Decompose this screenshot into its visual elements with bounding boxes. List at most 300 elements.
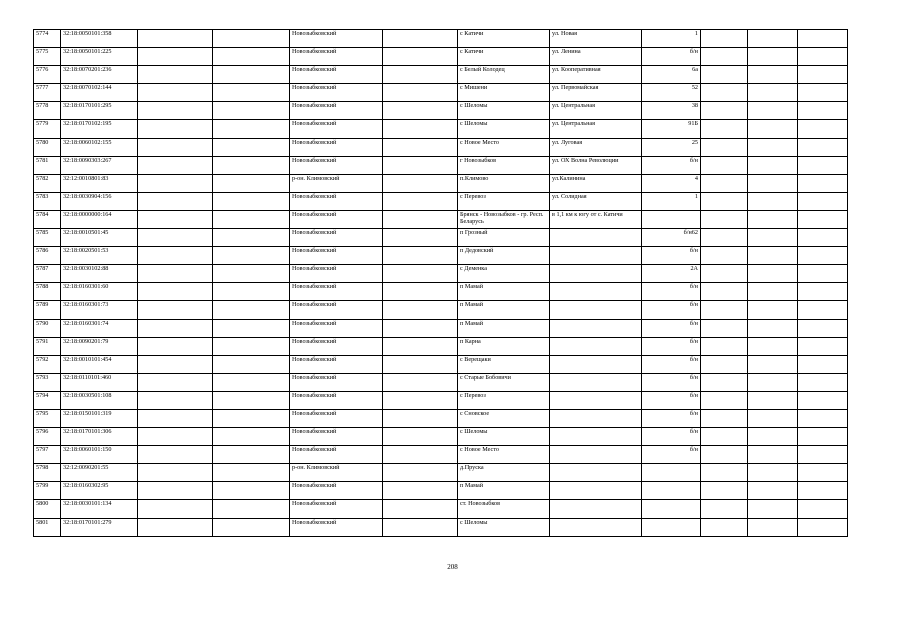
cell-col-empty-2 (213, 518, 290, 536)
cell-street (550, 319, 642, 337)
cell-settlement: с Мишени (458, 84, 550, 102)
cell-street: ул. Ленина (550, 48, 642, 66)
cell-col-empty-1 (138, 428, 213, 446)
cell-col-empty-5 (748, 301, 798, 319)
cell-district: Новозыбковский (290, 409, 383, 427)
cell-house-number: 1 (642, 192, 701, 210)
cell-street: ул. Кооперативная (550, 66, 642, 84)
cell-col-empty-6 (798, 464, 848, 482)
cell-house-number: б/н62 (642, 229, 701, 247)
cell-cadastral-number: 32:18:0160301:74 (61, 319, 138, 337)
cell-col-empty-1 (138, 210, 213, 228)
cell-settlement: с Новое Место (458, 446, 550, 464)
cell-cadastral-number: 32:18:0160301:60 (61, 283, 138, 301)
cell-col-empty-4 (701, 66, 748, 84)
cell-col-empty-6 (798, 84, 848, 102)
cell-col-empty-3 (383, 66, 458, 84)
cell-col-empty-5 (748, 500, 798, 518)
cell-district: Новозыбковский (290, 518, 383, 536)
cell-cadastral-number: 32:18:0160302:95 (61, 482, 138, 500)
cell-col-empty-3 (383, 446, 458, 464)
cell-col-empty-6 (798, 156, 848, 174)
cell-col-empty-1 (138, 464, 213, 482)
cell-settlement: п Мамай (458, 283, 550, 301)
cell-col-empty-3 (383, 156, 458, 174)
cell-street: ул. Первомайская (550, 84, 642, 102)
cell-district: Новозыбковский (290, 102, 383, 120)
cell-district: Новозыбковский (290, 156, 383, 174)
cell-col-empty-2 (213, 84, 290, 102)
cell-house-number: б/н (642, 428, 701, 446)
cell-col-empty-1 (138, 229, 213, 247)
cell-cadastral-number: 32:18:0070102:144 (61, 84, 138, 102)
table-row (34, 391, 848, 409)
cell-house-number: 1 (642, 30, 701, 48)
cell-col-empty-4 (701, 283, 748, 301)
cell-col-empty-1 (138, 192, 213, 210)
cell-cadastral-number: 32:18:0000000:164 (61, 210, 138, 228)
cell-col-empty-6 (798, 247, 848, 265)
cell-district: Новозыбковский (290, 301, 383, 319)
cell-col-empty-1 (138, 409, 213, 427)
cell-settlement: с Катичи (458, 30, 550, 48)
cell-row-index: 5790 (34, 319, 61, 337)
cell-col-empty-5 (748, 283, 798, 301)
cell-street (550, 301, 642, 319)
cell-house-number: б/н (642, 156, 701, 174)
cell-cadastral-number: 32:18:0010101:454 (61, 355, 138, 373)
cell-col-empty-4 (701, 210, 748, 228)
table-row (34, 30, 848, 48)
cell-settlement: п.Климово (458, 174, 550, 192)
cell-col-empty-3 (383, 174, 458, 192)
cell-street: ул. ОХ Волна Революции (550, 156, 642, 174)
cell-col-empty-5 (748, 84, 798, 102)
cell-settlement: с Новое Место (458, 138, 550, 156)
cell-col-empty-1 (138, 319, 213, 337)
cell-street (550, 229, 642, 247)
cell-col-empty-1 (138, 84, 213, 102)
cell-col-empty-4 (701, 192, 748, 210)
cell-settlement: с Сновское (458, 409, 550, 427)
cell-house-number (642, 518, 701, 536)
cell-cadastral-number: 32:18:0030102:88 (61, 265, 138, 283)
cell-settlement: п Мамай (458, 301, 550, 319)
cell-col-empty-1 (138, 373, 213, 391)
cell-col-empty-5 (748, 355, 798, 373)
cell-col-empty-4 (701, 355, 748, 373)
cell-col-empty-2 (213, 120, 290, 138)
cell-col-empty-1 (138, 138, 213, 156)
cell-col-empty-2 (213, 301, 290, 319)
cell-settlement: п Карна (458, 337, 550, 355)
cell-settlement: с Катичи (458, 48, 550, 66)
cell-cadastral-number: 32:18:0030904:156 (61, 192, 138, 210)
table-row (34, 265, 848, 283)
cell-house-number: б/н (642, 301, 701, 319)
cell-col-empty-1 (138, 283, 213, 301)
table-row (34, 446, 848, 464)
cell-house-number: б/н (642, 48, 701, 66)
cell-col-empty-5 (748, 30, 798, 48)
cell-col-empty-6 (798, 210, 848, 228)
table-row (34, 319, 848, 337)
cell-col-empty-6 (798, 120, 848, 138)
cell-row-index: 5799 (34, 482, 61, 500)
cell-col-empty-2 (213, 247, 290, 265)
cell-col-empty-3 (383, 102, 458, 120)
cell-col-empty-5 (748, 174, 798, 192)
page-number: 208 (447, 563, 458, 571)
cell-col-empty-1 (138, 355, 213, 373)
cell-house-number: б/н (642, 446, 701, 464)
cell-row-index: 5783 (34, 192, 61, 210)
table-row (34, 283, 848, 301)
cell-house-number (642, 464, 701, 482)
cell-settlement: с Деменка (458, 265, 550, 283)
cell-col-empty-4 (701, 428, 748, 446)
cell-col-empty-5 (748, 102, 798, 120)
table-row (34, 500, 848, 518)
cell-district: Новозыбковский (290, 500, 383, 518)
cell-col-empty-6 (798, 48, 848, 66)
cell-col-empty-6 (798, 174, 848, 192)
registry-table (33, 29, 848, 537)
table-row (34, 464, 848, 482)
cell-col-empty-2 (213, 373, 290, 391)
cell-col-empty-6 (798, 391, 848, 409)
cell-col-empty-5 (748, 229, 798, 247)
cell-col-empty-1 (138, 48, 213, 66)
cell-col-empty-1 (138, 102, 213, 120)
cell-col-empty-2 (213, 30, 290, 48)
cell-col-empty-4 (701, 138, 748, 156)
cell-street (550, 337, 642, 355)
cell-col-empty-5 (748, 192, 798, 210)
cell-row-index: 5774 (34, 30, 61, 48)
cell-district: Новозыбковский (290, 138, 383, 156)
cell-house-number: 52 (642, 84, 701, 102)
cell-house-number: б/н (642, 283, 701, 301)
cell-col-empty-6 (798, 66, 848, 84)
cell-row-index: 5775 (34, 48, 61, 66)
cell-col-empty-3 (383, 355, 458, 373)
cell-col-empty-2 (213, 283, 290, 301)
cell-district: Новозыбковский (290, 84, 383, 102)
cell-district: Новозыбковский (290, 265, 383, 283)
table-row (34, 355, 848, 373)
cell-district: Новозыбковский (290, 373, 383, 391)
cell-col-empty-1 (138, 500, 213, 518)
cell-street: ул. Луговая (550, 138, 642, 156)
cell-col-empty-2 (213, 66, 290, 84)
cell-col-empty-6 (798, 283, 848, 301)
cell-street (550, 265, 642, 283)
table-row (34, 337, 848, 355)
table-row (34, 66, 848, 84)
cell-settlement: с Перевоз (458, 192, 550, 210)
cell-col-empty-4 (701, 156, 748, 174)
table-row (34, 210, 848, 228)
table-row (34, 373, 848, 391)
cell-col-empty-5 (748, 373, 798, 391)
cell-house-number: 25 (642, 138, 701, 156)
cell-street (550, 391, 642, 409)
cell-district: р-он. Климовский (290, 464, 383, 482)
cell-col-empty-6 (798, 355, 848, 373)
cell-house-number: 6а (642, 66, 701, 84)
cell-settlement: г Новозыбков (458, 156, 550, 174)
cell-col-empty-3 (383, 265, 458, 283)
cell-row-index: 5795 (34, 409, 61, 427)
cell-col-empty-6 (798, 319, 848, 337)
cell-house-number (642, 482, 701, 500)
cell-col-empty-2 (213, 337, 290, 355)
cell-cadastral-number: 32:18:0150101:319 (61, 409, 138, 427)
cell-district: Новозыбковский (290, 319, 383, 337)
cell-cadastral-number: 32:18:0160301:73 (61, 301, 138, 319)
cell-col-empty-1 (138, 391, 213, 409)
cell-row-index: 5786 (34, 247, 61, 265)
cell-row-index: 5787 (34, 265, 61, 283)
cell-col-empty-3 (383, 500, 458, 518)
cell-col-empty-5 (748, 319, 798, 337)
cell-col-empty-4 (701, 174, 748, 192)
cell-col-empty-3 (383, 84, 458, 102)
table-row (34, 192, 848, 210)
cell-cadastral-number: 32:18:0170101:295 (61, 102, 138, 120)
cell-col-empty-6 (798, 482, 848, 500)
cell-district: Новозыбковский (290, 283, 383, 301)
cell-col-empty-4 (701, 409, 748, 427)
cell-house-number: б/н (642, 337, 701, 355)
cell-cadastral-number: 32:18:0110101:460 (61, 373, 138, 391)
cell-col-empty-6 (798, 373, 848, 391)
cell-col-empty-3 (383, 120, 458, 138)
cell-col-empty-2 (213, 48, 290, 66)
cell-col-empty-3 (383, 337, 458, 355)
cell-settlement: ст. Новозыбков (458, 500, 550, 518)
cell-col-empty-5 (748, 120, 798, 138)
cell-street (550, 428, 642, 446)
cell-street (550, 500, 642, 518)
table-row (34, 482, 848, 500)
cell-col-empty-4 (701, 464, 748, 482)
cell-row-index: 5797 (34, 446, 61, 464)
cell-col-empty-6 (798, 409, 848, 427)
cell-cadastral-number: 32:12:0010801:83 (61, 174, 138, 192)
cell-settlement: п Дедовский (458, 247, 550, 265)
cell-district: Новозыбковский (290, 66, 383, 84)
cell-street (550, 464, 642, 482)
cell-cadastral-number: 32:18:0030501:108 (61, 391, 138, 409)
cell-house-number (642, 500, 701, 518)
cell-col-empty-4 (701, 102, 748, 120)
cell-col-empty-1 (138, 247, 213, 265)
cell-settlement: с Старые Бобовичи (458, 373, 550, 391)
table-row (34, 229, 848, 247)
cell-col-empty-3 (383, 373, 458, 391)
cell-col-empty-3 (383, 283, 458, 301)
cell-col-empty-3 (383, 319, 458, 337)
cell-col-empty-1 (138, 156, 213, 174)
cell-street: ул.Калинина (550, 174, 642, 192)
cell-col-empty-2 (213, 210, 290, 228)
cell-col-empty-4 (701, 518, 748, 536)
cell-col-empty-2 (213, 409, 290, 427)
cell-col-empty-5 (748, 391, 798, 409)
table-row (34, 428, 848, 446)
cell-col-empty-4 (701, 500, 748, 518)
table-row (34, 102, 848, 120)
cell-col-empty-3 (383, 48, 458, 66)
cell-col-empty-6 (798, 192, 848, 210)
cell-col-empty-5 (748, 66, 798, 84)
cell-settlement: д.Пруска (458, 464, 550, 482)
cell-row-index: 5798 (34, 464, 61, 482)
cell-col-empty-2 (213, 265, 290, 283)
cell-col-empty-4 (701, 319, 748, 337)
table-row (34, 518, 848, 536)
cell-settlement: п Мамай (458, 482, 550, 500)
cell-cadastral-number: 32:18:0170102:195 (61, 120, 138, 138)
cell-district: Новозыбковский (290, 120, 383, 138)
cell-col-empty-2 (213, 174, 290, 192)
cell-col-empty-1 (138, 337, 213, 355)
cell-col-empty-5 (748, 428, 798, 446)
cell-cadastral-number: 32:18:0030101:134 (61, 500, 138, 518)
cell-col-empty-5 (748, 156, 798, 174)
cell-row-index: 5785 (34, 229, 61, 247)
cell-street (550, 409, 642, 427)
cell-col-empty-6 (798, 265, 848, 283)
cell-house-number: б/н (642, 391, 701, 409)
cell-col-empty-4 (701, 337, 748, 355)
cell-col-empty-2 (213, 229, 290, 247)
cell-settlement: с Белый Колодец (458, 66, 550, 84)
cell-row-index: 5801 (34, 518, 61, 536)
cell-col-empty-5 (748, 138, 798, 156)
cell-col-empty-3 (383, 210, 458, 228)
cell-col-empty-1 (138, 446, 213, 464)
cell-col-empty-5 (748, 409, 798, 427)
cell-settlement: с Шеломы (458, 428, 550, 446)
cell-cadastral-number: 32:18:0020501:53 (61, 247, 138, 265)
cell-col-empty-1 (138, 66, 213, 84)
cell-row-index: 5780 (34, 138, 61, 156)
cell-settlement: Брянск - Новозыбков - гр. Респ. Беларусь (458, 210, 550, 228)
cell-street: ул. Новая (550, 30, 642, 48)
cell-col-empty-3 (383, 138, 458, 156)
cell-col-empty-4 (701, 84, 748, 102)
cell-col-empty-5 (748, 265, 798, 283)
cell-street (550, 518, 642, 536)
cell-row-index: 5789 (34, 301, 61, 319)
table-row (34, 247, 848, 265)
cell-col-empty-3 (383, 518, 458, 536)
cell-col-empty-6 (798, 229, 848, 247)
cell-col-empty-2 (213, 428, 290, 446)
cell-col-empty-6 (798, 500, 848, 518)
cell-col-empty-3 (383, 391, 458, 409)
cell-cadastral-number: 32:12:0090201:55 (61, 464, 138, 482)
cell-house-number: 2А (642, 265, 701, 283)
cell-cadastral-number: 32:18:0170101:279 (61, 518, 138, 536)
cell-col-empty-6 (798, 337, 848, 355)
cell-col-empty-2 (213, 464, 290, 482)
cell-col-empty-4 (701, 48, 748, 66)
cell-col-empty-5 (748, 48, 798, 66)
cell-cadastral-number: 32:18:0090201:79 (61, 337, 138, 355)
table-row (34, 84, 848, 102)
cell-row-index: 5779 (34, 120, 61, 138)
cell-col-empty-6 (798, 102, 848, 120)
cell-col-empty-6 (798, 518, 848, 536)
cell-col-empty-5 (748, 482, 798, 500)
cell-row-index: 5791 (34, 337, 61, 355)
cell-col-empty-2 (213, 102, 290, 120)
cell-cadastral-number: 32:18:0060102:155 (61, 138, 138, 156)
cell-col-empty-2 (213, 156, 290, 174)
cell-col-empty-4 (701, 373, 748, 391)
cell-col-empty-2 (213, 355, 290, 373)
table-row (34, 138, 848, 156)
cell-row-index: 5778 (34, 102, 61, 120)
cell-col-empty-6 (798, 138, 848, 156)
cell-col-empty-5 (748, 247, 798, 265)
cell-street (550, 355, 642, 373)
cell-row-index: 5792 (34, 355, 61, 373)
cell-district: Новозыбковский (290, 391, 383, 409)
cell-settlement: с Шеломы (458, 102, 550, 120)
cell-cadastral-number: 32:18:0060101:150 (61, 446, 138, 464)
cell-row-index: 5782 (34, 174, 61, 192)
cell-col-empty-1 (138, 120, 213, 138)
cell-row-index: 5794 (34, 391, 61, 409)
cell-settlement: п Мамай (458, 319, 550, 337)
cell-house-number: б/н (642, 355, 701, 373)
cell-col-empty-5 (748, 337, 798, 355)
cell-district: Новозыбковский (290, 48, 383, 66)
cell-street (550, 446, 642, 464)
cell-col-empty-4 (701, 482, 748, 500)
cell-col-empty-5 (748, 210, 798, 228)
cell-col-empty-1 (138, 30, 213, 48)
table-row (34, 120, 848, 138)
cell-col-empty-3 (383, 409, 458, 427)
cell-cadastral-number: 32:18:0050101:358 (61, 30, 138, 48)
table-row (34, 174, 848, 192)
cell-district: Новозыбковский (290, 446, 383, 464)
cell-cadastral-number: 32:18:0050101:225 (61, 48, 138, 66)
cell-col-empty-3 (383, 229, 458, 247)
cell-col-empty-3 (383, 247, 458, 265)
cell-col-empty-1 (138, 518, 213, 536)
cell-row-index: 5800 (34, 500, 61, 518)
table-row (34, 156, 848, 174)
cell-district: Новозыбковский (290, 192, 383, 210)
cell-row-index: 5796 (34, 428, 61, 446)
cell-district: Новозыбковский (290, 30, 383, 48)
cell-col-empty-6 (798, 428, 848, 446)
cell-row-index: 5788 (34, 283, 61, 301)
cell-cadastral-number: 32:18:0170101:306 (61, 428, 138, 446)
cell-col-empty-2 (213, 319, 290, 337)
cell-col-empty-5 (748, 464, 798, 482)
cell-street (550, 283, 642, 301)
cell-house-number: 38 (642, 102, 701, 120)
cell-col-empty-2 (213, 391, 290, 409)
